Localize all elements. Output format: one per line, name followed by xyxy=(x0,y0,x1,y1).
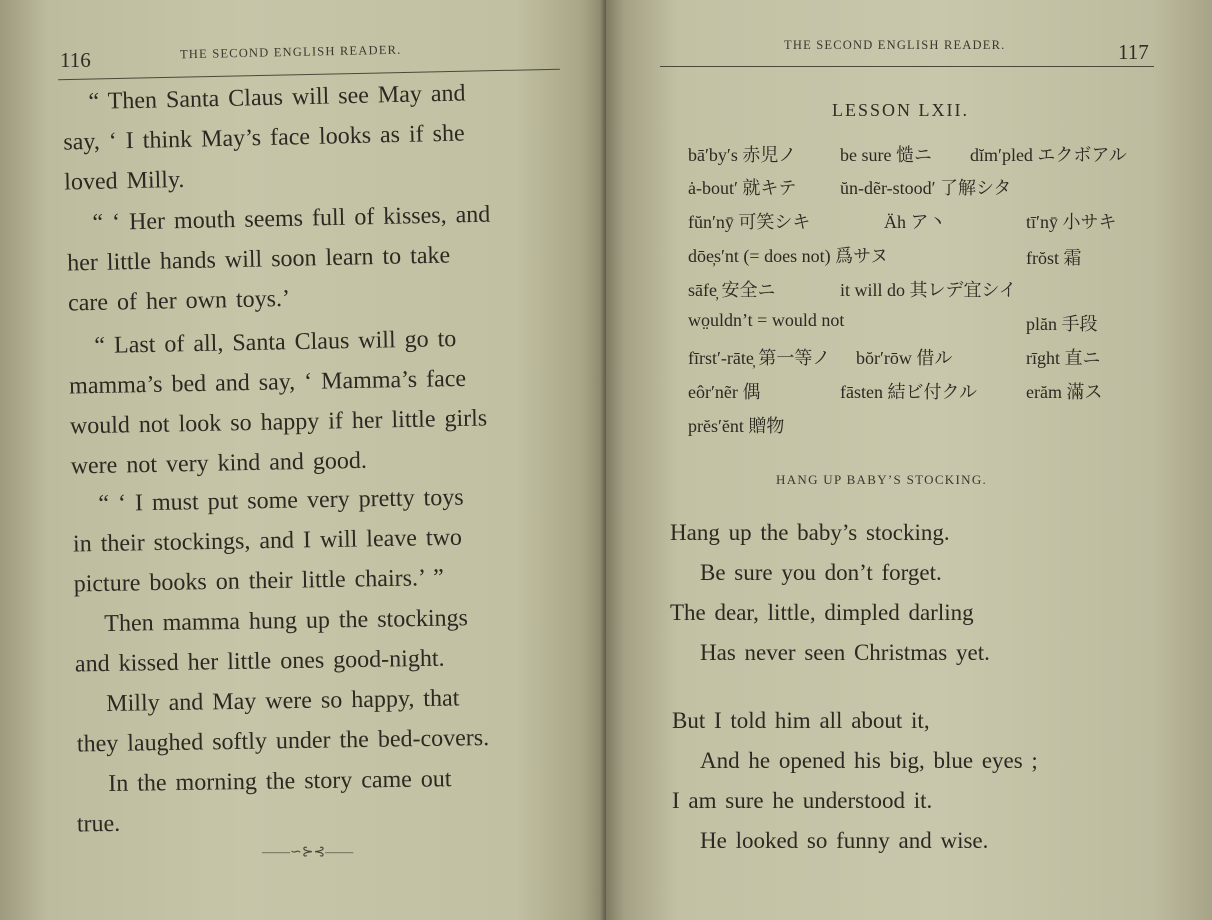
paragraph-3 xyxy=(68,318,488,485)
text-line: would not look so happy if her little girls xyxy=(69,405,488,440)
vocab-entry: it will do 其レデ宜シイ xyxy=(840,280,1017,300)
vocab-entry: Äh ア丶 xyxy=(884,212,947,232)
paragraph-5 xyxy=(74,598,469,684)
poem-line: Has never seen Christmas yet. xyxy=(700,640,990,665)
left-running-head: THE SECOND ENGLISH READER. xyxy=(179,42,402,62)
text-line: picture books on their little chairs.’ ” xyxy=(73,564,445,598)
text-line: loved Milly. xyxy=(63,166,185,196)
poem-line: Be sure you don’t forget. xyxy=(700,560,942,585)
vocab-entry: eôr′nẽr 偶 xyxy=(688,382,761,402)
right-page-number: 117 xyxy=(1118,40,1149,64)
text-line: “ Last of all, Santa Claus will go to xyxy=(94,326,457,359)
poem-line: I am sure he understood it. xyxy=(672,788,933,813)
text-line: and kissed her little ones good-night. xyxy=(74,645,445,678)
poem-title: HANG UP BABY’S STOCKING. xyxy=(776,472,988,487)
vocab-entry: be sure 慥ニ xyxy=(840,145,932,165)
text-line: In the morning the story came out xyxy=(108,766,452,797)
vocab-entry: prĕs′ĕnt 贈物 xyxy=(688,416,785,436)
left-page-number: 116 xyxy=(60,48,91,72)
text-line: in their stockings, and I will leave two xyxy=(72,524,463,558)
text-line: say, ‘ I think May’s face looks as if she xyxy=(63,120,465,156)
text-line: they laughed softly under the bed-covers. xyxy=(76,724,490,758)
text-line: her little hands will soon learn to take xyxy=(66,242,451,277)
vocab-entry: bŏr′rōw 借ル xyxy=(856,348,953,368)
vocab-entry: rīght 直ニ xyxy=(1026,348,1101,368)
text-line: “ ‘ Her mouth seems full of kisses, and xyxy=(92,201,491,236)
right-page xyxy=(606,0,1212,920)
paragraph-7 xyxy=(76,759,452,844)
text-line: true. xyxy=(76,810,121,838)
vocab-entry: dĭm′pled エクボアル xyxy=(970,145,1127,165)
text-line: “ ‘ I must put some very pretty toys xyxy=(98,484,464,517)
paragraph-1 xyxy=(63,73,468,202)
text-line: mamma’s bed and say, ‘ Mamma’s face xyxy=(68,365,467,400)
ornament-divider: ——∽⊱⊰—— xyxy=(262,845,354,860)
text-line: Milly and May were so happy, that xyxy=(106,685,460,717)
poem-line: And he opened his big, blue eyes ; xyxy=(700,748,1038,773)
vocab-entry: fŭn′nȳ 可笑シキ xyxy=(688,212,811,232)
vocab-entry: frŏst 霜 xyxy=(1026,248,1082,268)
lesson-title: LESSON LXII. xyxy=(832,100,969,120)
vocab-entry: bā′by′s 赤児ノ xyxy=(688,145,797,165)
poem-line: Hang up the baby’s stocking. xyxy=(670,520,950,545)
right-running-head: THE SECOND ENGLISH READER. xyxy=(784,38,1006,52)
paragraph-4 xyxy=(72,478,465,604)
vocab-entry: erăm 滿ス xyxy=(1026,382,1103,402)
vocab-entry: wo̤uldn’t = would not xyxy=(688,310,845,330)
poem-line: The dear, little, dimpled darling xyxy=(670,600,974,625)
text-line: care of her own toys.’ xyxy=(67,285,291,317)
vocab-entry: fāsten 結ビ付クル xyxy=(840,382,977,402)
vocab-entry: ŭn-dẽr-stood′ 了解シタ xyxy=(840,178,1012,198)
poem-line: He looked so funny and wise. xyxy=(700,828,989,853)
paragraph-6 xyxy=(76,678,490,764)
right-header-rule xyxy=(660,66,1154,67)
vocab-entry: ȧ-bout′ 就キテ xyxy=(688,178,797,198)
vocab-entry: plăn 手段 xyxy=(1026,314,1098,334)
text-line: were not very kind and good. xyxy=(70,447,368,480)
vocab-entry: dōe̦s′nt (= does not) 爲サヌ xyxy=(688,246,889,266)
vocab-entry: sāfe̦ 安全ニ xyxy=(688,280,776,300)
vocab-entry: tī′nȳ 小サキ xyxy=(1026,212,1117,232)
text-line: Then mamma hung up the stockings xyxy=(104,605,469,637)
text-line: “ Then Santa Claus will see May and xyxy=(88,80,466,115)
paragraph-2 xyxy=(66,195,492,323)
poem-line: But I told him all about it, xyxy=(672,708,930,733)
vocab-entry: fīrst′-rāte̦ 第一等ノ xyxy=(688,348,831,368)
